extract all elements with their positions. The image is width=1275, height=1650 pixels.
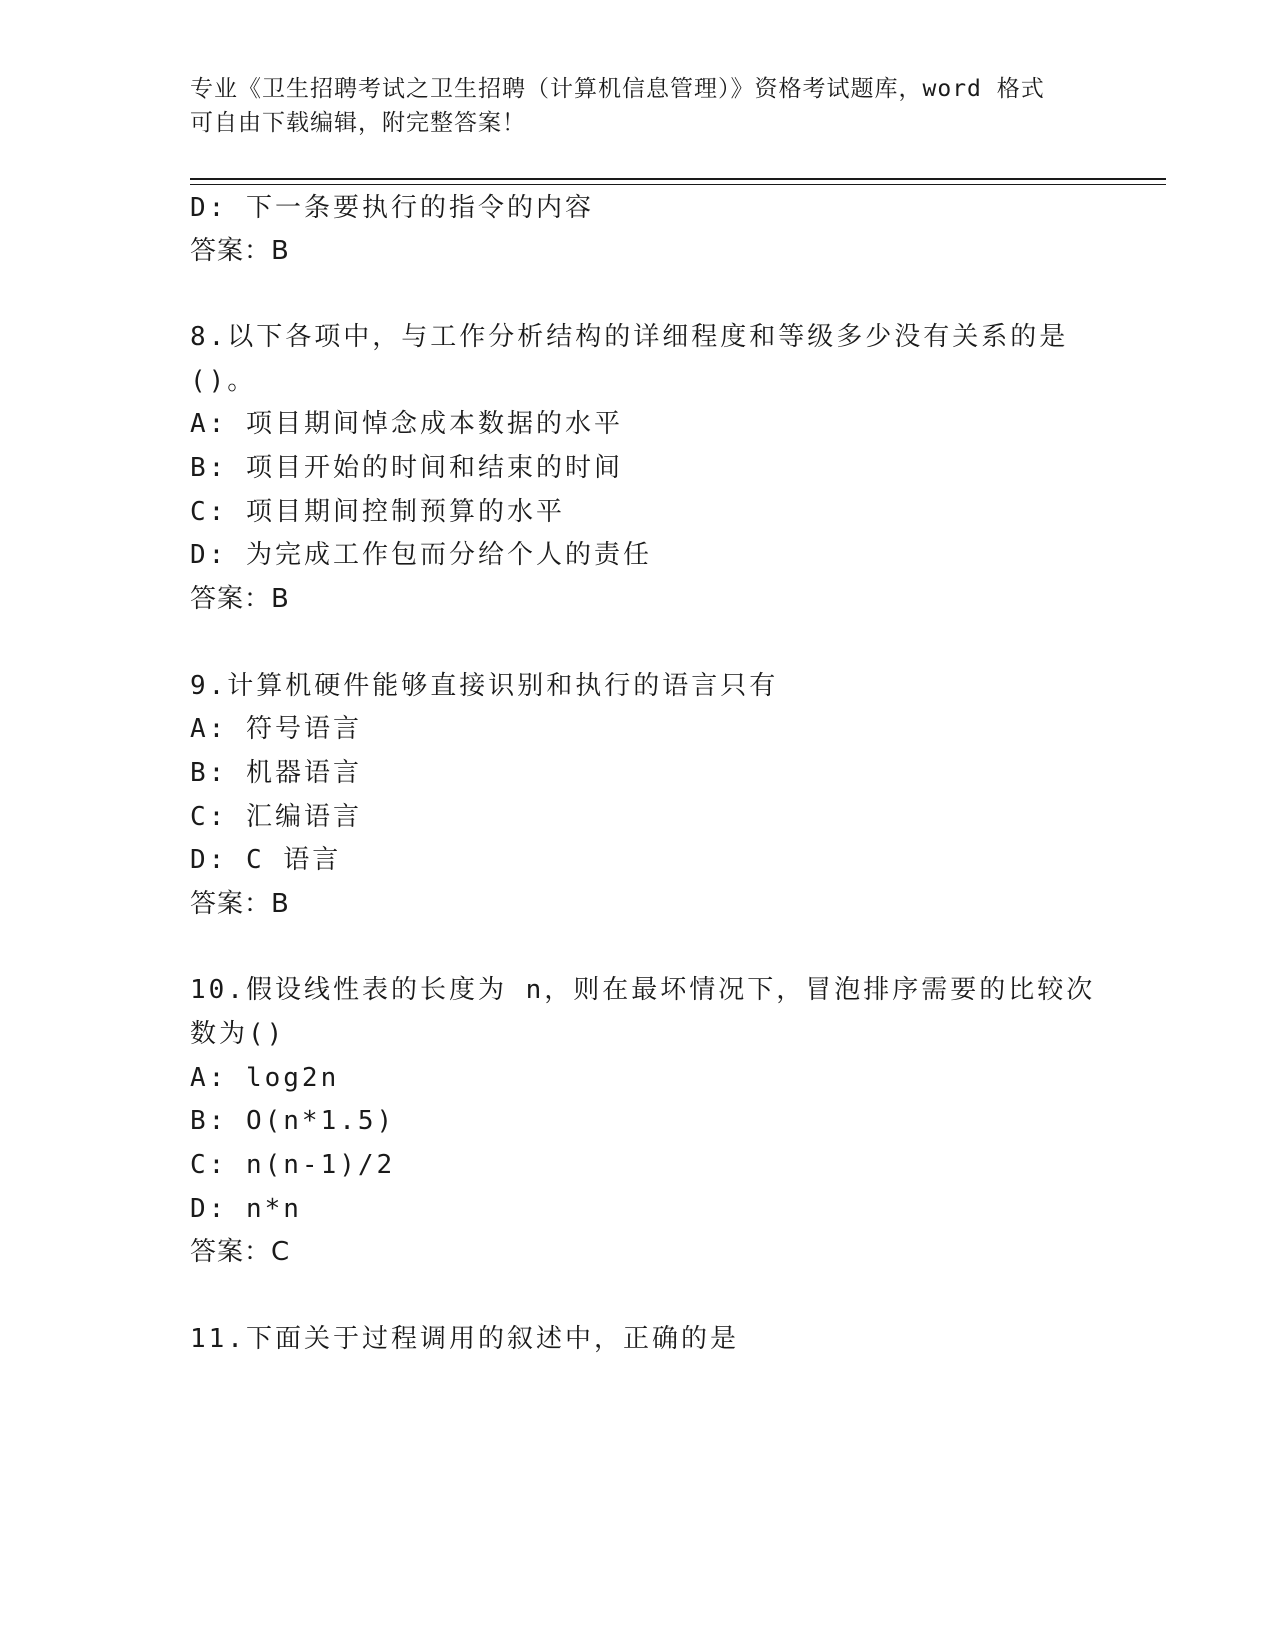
q8-stem-line-1: 8.以下各项中，与工作分析结构的详细程度和等级多少没有关系的是 <box>190 322 1069 352</box>
header-line-2: 可自由下载编辑，附完整答案！ <box>190 110 526 136</box>
q10-stem-line-1: 10.假设线性表的长度为 n，则在最坏情况下，冒泡排序需要的比较次 <box>190 975 1096 1005</box>
q8-option-d: D: 为完成工作包而分给个人的责任 <box>190 540 652 570</box>
document-header <box>190 72 1090 140</box>
q10-option-d: D: n*n <box>190 1194 302 1224</box>
q9-option-d: D: C 语言 <box>190 845 342 875</box>
q8-option-a: A: 项目期间悼念成本数据的水平 <box>190 409 623 439</box>
q10-option-b: B: O(n*1.5) <box>190 1106 396 1136</box>
prev-option-d: D: 下一条要执行的指令的内容 <box>190 193 594 223</box>
q10-option-c: C: n(n-1)/2 <box>190 1150 396 1180</box>
q9-option-b: B: 机器语言 <box>190 758 362 788</box>
header-line-1: 专业《卫生招聘考试之卫生招聘（计算机信息管理）》资格考试题库，word 格式 <box>190 76 1045 102</box>
q8-stem-line-2: ()。 <box>190 366 257 396</box>
q8-option-c: C: 项目期间控制预算的水平 <box>190 497 565 527</box>
q10-answer: 答案：C <box>190 1237 291 1267</box>
q11-stem: 11.下面关于过程调用的叙述中，正确的是 <box>190 1324 739 1354</box>
prev-answer: 答案：B <box>190 236 290 266</box>
header-divider-thin <box>190 184 1166 185</box>
q9-option-c: C: 汇编语言 <box>190 802 362 832</box>
q8-option-b: B: 项目开始的时间和结束的时间 <box>190 453 623 483</box>
q9-option-a: A: 符号语言 <box>190 714 362 744</box>
q9-stem: 9.计算机硬件能够直接识别和执行的语言只有 <box>190 671 779 701</box>
q10-stem-line-2: 数为() <box>190 1019 286 1049</box>
q9-answer: 答案：B <box>190 889 290 919</box>
header-divider-thick <box>190 178 1166 180</box>
q8-answer: 答案：B <box>190 584 290 614</box>
q10-option-a: A: log2n <box>190 1063 340 1093</box>
